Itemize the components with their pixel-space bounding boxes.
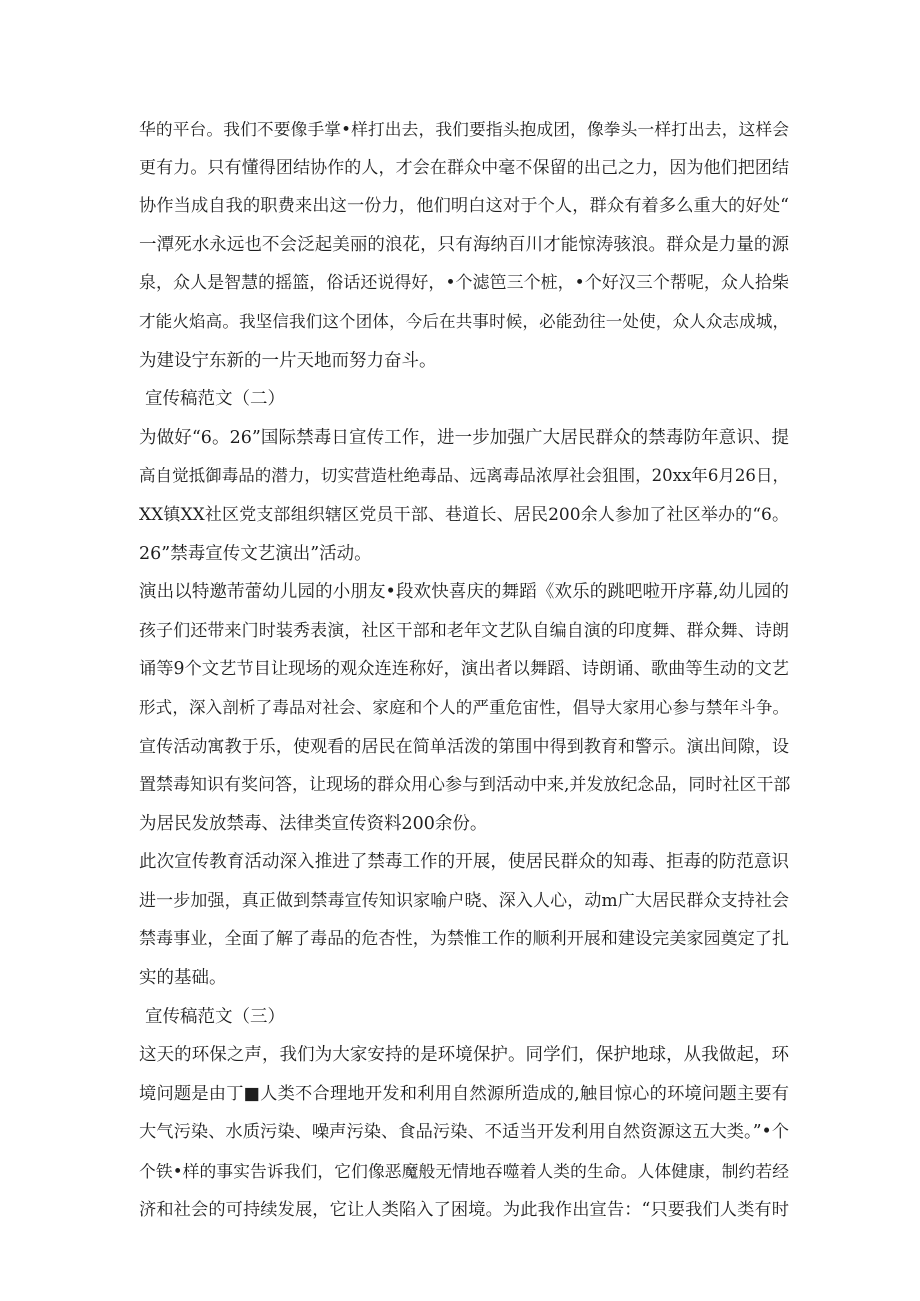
text-line: 此次宣传教育活动深入推进了禁毒工作的开展，使居民群众的知毒、拒毒的防范意识 — [139, 852, 789, 873]
text-line: 大气污染、水质污染、噪声污染、食品污染、不适当开发利用自然资源这五大类。”•个 — [139, 1122, 789, 1143]
text-line: 禁毒事业，全面了解了毒品的危杏性，为禁惟工作的顺利开展和建设完美家园奠定了扎 — [139, 929, 789, 950]
text-line: 华的平台。我们不要像手掌•样打出去，我们要指头抱成团，像拳头一样打出去，这样会 — [139, 119, 789, 139]
text-line: 宣传活动寓教于乐，使观看的居民在简单活泼的第围中得到教育和警示。演出间隙，设 — [139, 736, 789, 757]
text-line: 济和社会的可持续发展，它让人类陷入了困境。为此我作出宣告：“只要我们人类有时 — [139, 1199, 789, 1220]
text-line: 演出以特邀芾蕾幼儿园的小朋友•段欢快喜庆的舞蹈《欢乐的跳吧啦开序幕,幼儿园的 — [139, 582, 789, 603]
text-line: 境问题是由丁■人类不合理地开发和利用自然源所造成的,触目惊心的环境问题主要有 — [139, 1083, 789, 1104]
text-line: 才能火焰高。我坚信我们这个团体，今后在共事时候，必能劲往一处使，众人众志成城， — [139, 311, 789, 331]
text-line: 个铁•样的事实告诉我们，它们像恶魔般无情地吞噬着人类的生命。人体健康，制约若经 — [139, 1161, 789, 1182]
text-line: 为做好“6。26”国际禁毒日宣传工作，进一步加强广大居民群众的禁毒防年意识、提 — [139, 427, 789, 448]
text-line: 诵等9个文艺节目让现场的观众连连称好，演出者以舞蹈、诗朗诵、歌曲等生动的文艺 — [139, 659, 789, 680]
text-line: 形式，深入剖析了毒品对社会、家庭和个人的严重危宙性，倡导大家用心参与禁年斗争。 — [139, 697, 789, 717]
text-line: 孩子们还带来门时装秀表演，社区干部和老年文艺队自编自演的印度舞、群众舞、诗朗 — [139, 620, 789, 641]
document-body — [139, 110, 789, 1229]
text-line: 高自觉抵御毒品的潜力，切实营造杜绝毒品、远离毒品浓厚社会狙围，20xx年6月26日， — [139, 466, 789, 486]
text-line: 协作当成自我的职费来出这一份力，他们明白这对于个人，群众有着多么重大的好处“ — [139, 196, 789, 217]
section-heading: 宣传稿范文（三） — [145, 1006, 285, 1027]
text-line: 26”禁毒宣传文艺演出”活动。 — [139, 543, 372, 564]
text-line: XX镇XX社区党支部组织辖区党员干部、巷道长、居民200余人参加了社区举办的“6。 — [139, 504, 789, 525]
text-line: 置禁毒知识有奖问答，让现场的群众用心参与到活动中来,并发放纪念品，同时社区干部 — [139, 775, 791, 796]
text-line: 这天的环保之声，我们为大家安持的是环境保护。同学们，保护地球，从我做起，环 — [139, 1045, 789, 1066]
text-line: 进一步加强，真正做到禁毒宣传知识家喻户晓、深入人心，动m广大居民群众支持社会 — [139, 890, 789, 911]
text-line: 泉，众人是智慧的摇篮，俗话还说得好，•个滤笆三个桩，•个好汉三个帮呢，众人拾柴 — [139, 273, 789, 294]
text-line: 更有力。只有懂得团结协作的人，才会在群众中毫不保留的出己之力，因为他们把团结 — [139, 157, 789, 178]
text-line: 实的基础。 — [139, 968, 227, 989]
text-line: 为居民发放禁毒、法律类宣传资料200余份。 — [139, 813, 488, 834]
text-line: 一潭死水永远也不会泛起美丽的浪花，只有海纳百川才能惊涛骇浪。群众是力量的源 — [139, 234, 789, 255]
section-heading: 宣传稿范文（二） — [145, 389, 285, 410]
text-line: 为建设宁东新的一片天地而努力奋斗。 — [139, 350, 437, 371]
